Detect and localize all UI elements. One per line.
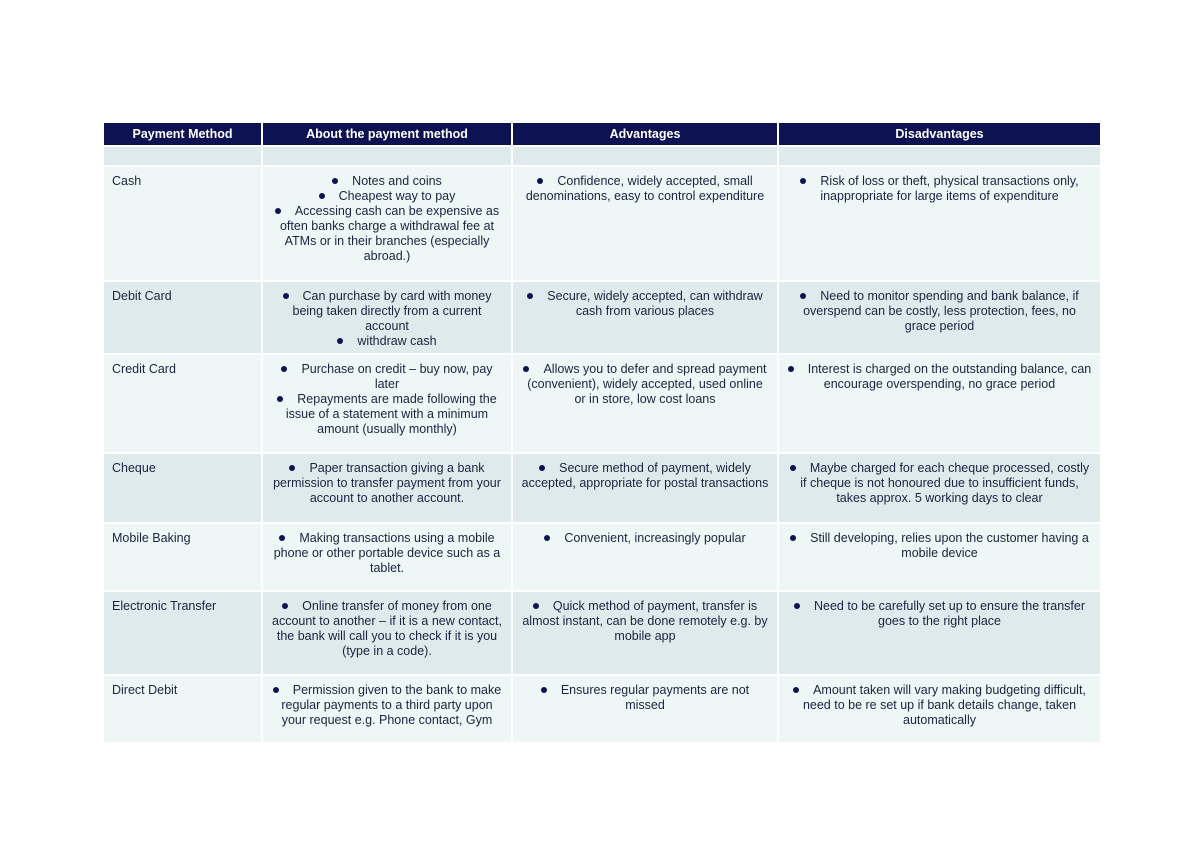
disadvantages-cell — [779, 355, 1100, 452]
bullet-item — [271, 204, 503, 264]
spacer-cell — [104, 147, 261, 165]
disadvantages-bullet-list — [787, 599, 1092, 629]
table-row — [104, 167, 1100, 280]
payment-method-cell: Credit Card — [104, 355, 261, 452]
header-row — [104, 123, 1100, 145]
bullet-icon — [283, 293, 289, 299]
bullet-item — [271, 599, 503, 659]
advantages-cell — [513, 454, 777, 522]
bullet-text: Ensures regular payments are not missed — [560, 683, 750, 712]
bullet-item — [787, 599, 1092, 629]
bullet-item — [787, 531, 1092, 561]
advantages-cell — [513, 355, 777, 452]
bullet-text: Maybe charged for each cheque processed, costly if cheque is not honoured due to insufficient funds, takes approx. 5 working days to clear — [800, 461, 1090, 505]
about-bullet-list — [271, 174, 503, 264]
about-cell — [263, 454, 511, 522]
table-row — [104, 282, 1100, 353]
bullet-text: Purchase on credit – buy now, pay later — [301, 362, 493, 391]
bullet-text: Convenient, increasingly popular — [564, 531, 746, 545]
bullet-icon — [544, 535, 550, 541]
header-payment-method: Payment Method — [104, 123, 261, 145]
advantages-cell — [513, 167, 777, 280]
table-row — [104, 524, 1100, 590]
bullet-icon — [533, 603, 539, 609]
disadvantages-cell — [779, 282, 1100, 353]
bullet-icon — [282, 603, 288, 609]
advantages-bullet-list — [521, 461, 769, 491]
bullet-item — [271, 334, 503, 349]
bullet-item — [787, 289, 1092, 334]
about-bullet-list — [271, 683, 503, 728]
header-about: About the payment method — [263, 123, 511, 145]
bullet-icon — [281, 366, 287, 372]
bullet-item — [271, 531, 503, 576]
bullet-text: Secure method of payment, widely accepted, appropriate for postal transactions — [521, 461, 769, 490]
bullet-text: Notes and coins — [352, 174, 442, 188]
bullet-icon — [337, 338, 343, 344]
disadvantages-cell — [779, 592, 1100, 674]
about-bullet-list — [271, 461, 503, 506]
advantages-cell — [513, 676, 777, 742]
bullet-text: Permission given to the bank to make regular payments to a third party upon your request e.g. Phone contact, Gym — [281, 683, 502, 727]
disadvantages-bullet-list — [787, 683, 1092, 728]
bullet-icon — [527, 293, 533, 299]
spacer-cell — [779, 147, 1100, 165]
payment-method-cell: Cheque — [104, 454, 261, 522]
bullet-item — [521, 599, 769, 644]
bullet-icon — [332, 178, 338, 184]
bullet-item — [271, 174, 503, 189]
bullet-item — [787, 174, 1092, 204]
bullet-icon — [539, 465, 545, 471]
spacer-cell — [513, 147, 777, 165]
advantages-cell — [513, 524, 777, 590]
table-row — [104, 676, 1100, 742]
bullet-item — [271, 289, 503, 334]
bullet-item — [271, 362, 503, 392]
table-body — [104, 147, 1100, 742]
bullet-text: Allows you to defer and spread payment (convenient), widely accepted, used online or in store, low cost loans — [527, 362, 767, 406]
payment-method-cell: Mobile Baking — [104, 524, 261, 590]
bullet-item — [271, 392, 503, 437]
disadvantages-cell — [779, 454, 1100, 522]
advantages-bullet-list — [521, 683, 769, 713]
bullet-item — [521, 174, 769, 204]
header-disadvantages: Disadvantages — [779, 123, 1100, 145]
payment-method-cell: Direct Debit — [104, 676, 261, 742]
bullet-text: Cheapest way to pay — [338, 189, 456, 203]
payment-method-cell: Cash — [104, 167, 261, 280]
payment-methods-document — [104, 123, 1102, 742]
bullet-icon — [289, 465, 295, 471]
disadvantages-cell — [779, 676, 1100, 742]
bullet-text: Still developing, relies upon the customer having a mobile device — [810, 531, 1089, 560]
about-cell — [263, 592, 511, 674]
bullet-icon — [523, 366, 529, 372]
bullet-icon — [800, 293, 806, 299]
bullet-text: Risk of loss or theft, physical transactions only, inappropriate for large items of expenditure — [820, 174, 1079, 203]
table-row — [104, 355, 1100, 452]
advantages-cell — [513, 592, 777, 674]
advantages-cell — [513, 282, 777, 353]
bullet-text: Secure, widely accepted, can withdraw cash from various places — [547, 289, 763, 318]
spacer-row — [104, 147, 1100, 165]
about-bullet-list — [271, 531, 503, 576]
bullet-item — [271, 683, 503, 728]
bullet-text: Confidence, widely accepted, small denominations, easy to control expenditure — [525, 174, 765, 203]
bullet-text: Accessing cash can be expensive as often banks charge a withdrawal fee at ATMs or in their branches (especially abroad.) — [279, 204, 500, 263]
bullet-icon — [537, 178, 543, 184]
bullet-item — [521, 683, 769, 713]
bullet-item — [271, 461, 503, 506]
advantages-bullet-list — [521, 362, 769, 407]
bullet-item — [271, 189, 503, 204]
disadvantages-cell — [779, 524, 1100, 590]
bullet-text: Paper transaction giving a bank permission to transfer payment from your account to another account. — [273, 461, 501, 505]
disadvantages-bullet-list — [787, 531, 1092, 561]
about-bullet-list — [271, 362, 503, 437]
table-row — [104, 592, 1100, 674]
payment-method-cell: Debit Card — [104, 282, 261, 353]
bullet-icon — [794, 603, 800, 609]
bullet-icon — [279, 535, 285, 541]
header-advantages: Advantages — [513, 123, 777, 145]
bullet-item — [787, 461, 1092, 506]
advantages-bullet-list — [521, 289, 769, 319]
bullet-icon — [319, 193, 325, 199]
advantages-bullet-list — [521, 174, 769, 204]
payment-method-cell: Electronic Transfer — [104, 592, 261, 674]
disadvantages-bullet-list — [787, 289, 1092, 334]
bullet-item — [787, 683, 1092, 728]
about-cell — [263, 524, 511, 590]
bullet-text: Need to be carefully set up to ensure the transfer goes to the right place — [814, 599, 1085, 628]
bullet-text: Quick method of payment, transfer is almost instant, can be done remotely e.g. by mobile app — [522, 599, 768, 643]
bullet-item — [521, 362, 769, 407]
bullet-icon — [790, 535, 796, 541]
bullet-item — [787, 362, 1092, 392]
bullet-text: Interest is charged on the outstanding balance, can encourage overspending, no grace period — [807, 362, 1092, 391]
bullet-item — [521, 461, 769, 491]
advantages-bullet-list — [521, 531, 769, 546]
disadvantages-cell — [779, 167, 1100, 280]
bullet-icon — [790, 465, 796, 471]
about-cell — [263, 355, 511, 452]
bullet-icon — [277, 396, 283, 402]
bullet-text: Amount taken will vary making budgeting difficult, need to be re set up if bank details change, taken automatically — [802, 683, 1086, 727]
disadvantages-bullet-list — [787, 362, 1092, 392]
about-bullet-list — [271, 599, 503, 659]
about-cell — [263, 282, 511, 353]
bullet-icon — [541, 687, 547, 693]
bullet-item — [521, 289, 769, 319]
bullet-icon — [788, 366, 794, 372]
bullet-icon — [793, 687, 799, 693]
bullet-text: Repayments are made following the issue of a statement with a minimum amount (usually monthly) — [285, 392, 497, 436]
disadvantages-bullet-list — [787, 461, 1092, 506]
spacer-cell — [263, 147, 511, 165]
about-bullet-list — [271, 289, 503, 349]
bullet-text: Making transactions using a mobile phone or other portable device such as a tablet. — [273, 531, 501, 575]
bullet-text: Can purchase by card with money being taken directly from a current account — [292, 289, 492, 333]
about-cell — [263, 676, 511, 742]
bullet-icon — [275, 208, 281, 214]
table-row — [104, 454, 1100, 522]
advantages-bullet-list — [521, 599, 769, 644]
bullet-text: Need to monitor spending and bank balance, if overspend can be costly, less protection, fees, no grace period — [803, 289, 1079, 333]
bullet-icon — [273, 687, 279, 693]
bullet-text: withdraw cash — [357, 334, 437, 348]
bullet-icon — [800, 178, 806, 184]
payment-methods-table — [102, 121, 1102, 744]
bullet-text: Online transfer of money from one account to another – if it is a new contact, the bank will call you to check if it is you (type in a code). — [272, 599, 502, 658]
bullet-item — [521, 531, 769, 546]
about-cell — [263, 167, 511, 280]
disadvantages-bullet-list — [787, 174, 1092, 204]
